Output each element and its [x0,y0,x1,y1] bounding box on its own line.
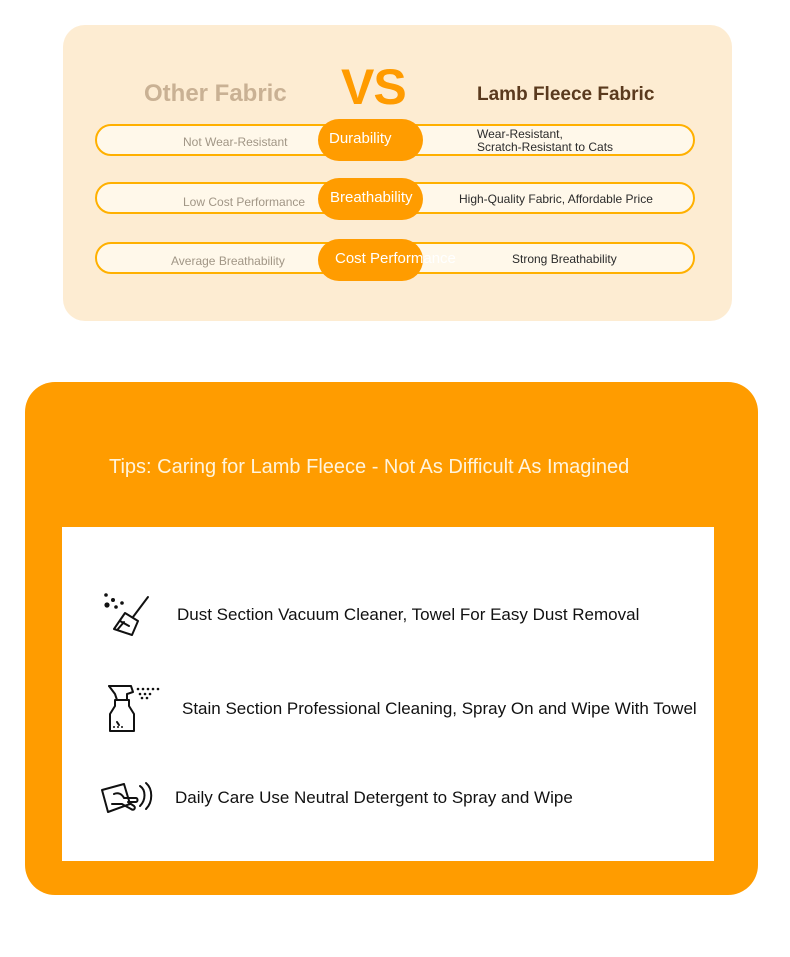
wipe-cloth-icon [100,780,156,816]
pill-label: Breathability [330,189,413,206]
lamb-fleece-title: Lamb Fleece Fabric [477,84,655,105]
row-right-text [459,193,653,206]
other-fabric-title: Other Fabric [144,80,287,107]
row-left-text: Not Wear-Resistant [183,135,288,149]
row-right-line: Scratch-Resistant to Cats [477,140,614,154]
pill-cost-performance [318,239,456,281]
row-right-text [512,253,617,266]
row-right-line: Wear-Resistant, [477,127,563,141]
tip-text-daily-care: Daily Care Use Neutral Detergent to Spray and Wipe [175,788,573,807]
pill-breathability [318,178,423,220]
pill-label: Cost Performance [335,250,456,267]
pill-durability [318,119,423,161]
row-left-text: Average Breathability [171,254,285,268]
row-left-text: Low Cost Performance [183,195,306,209]
row-right-text [477,128,613,154]
vs-title: VS [341,59,406,115]
tips-title: Tips: Caring for Lamb Fleece - Not As Difficult As Imagined [109,456,630,478]
tip-text-dust: Dust Section Vacuum Cleaner, Towel For Easy Dust Removal [177,605,640,624]
pill-label: Durability [329,130,392,147]
tip-text-stain: Stain Section Professional Cleaning, Spray On and Wipe With Towel [182,699,697,718]
row-right-line: High-Quality Fabric, Affordable Price [459,192,653,206]
row-right-line: Strong Breathability [512,252,617,266]
broom-dust-icon [102,591,152,639]
spray-bottle-icon [105,684,161,734]
